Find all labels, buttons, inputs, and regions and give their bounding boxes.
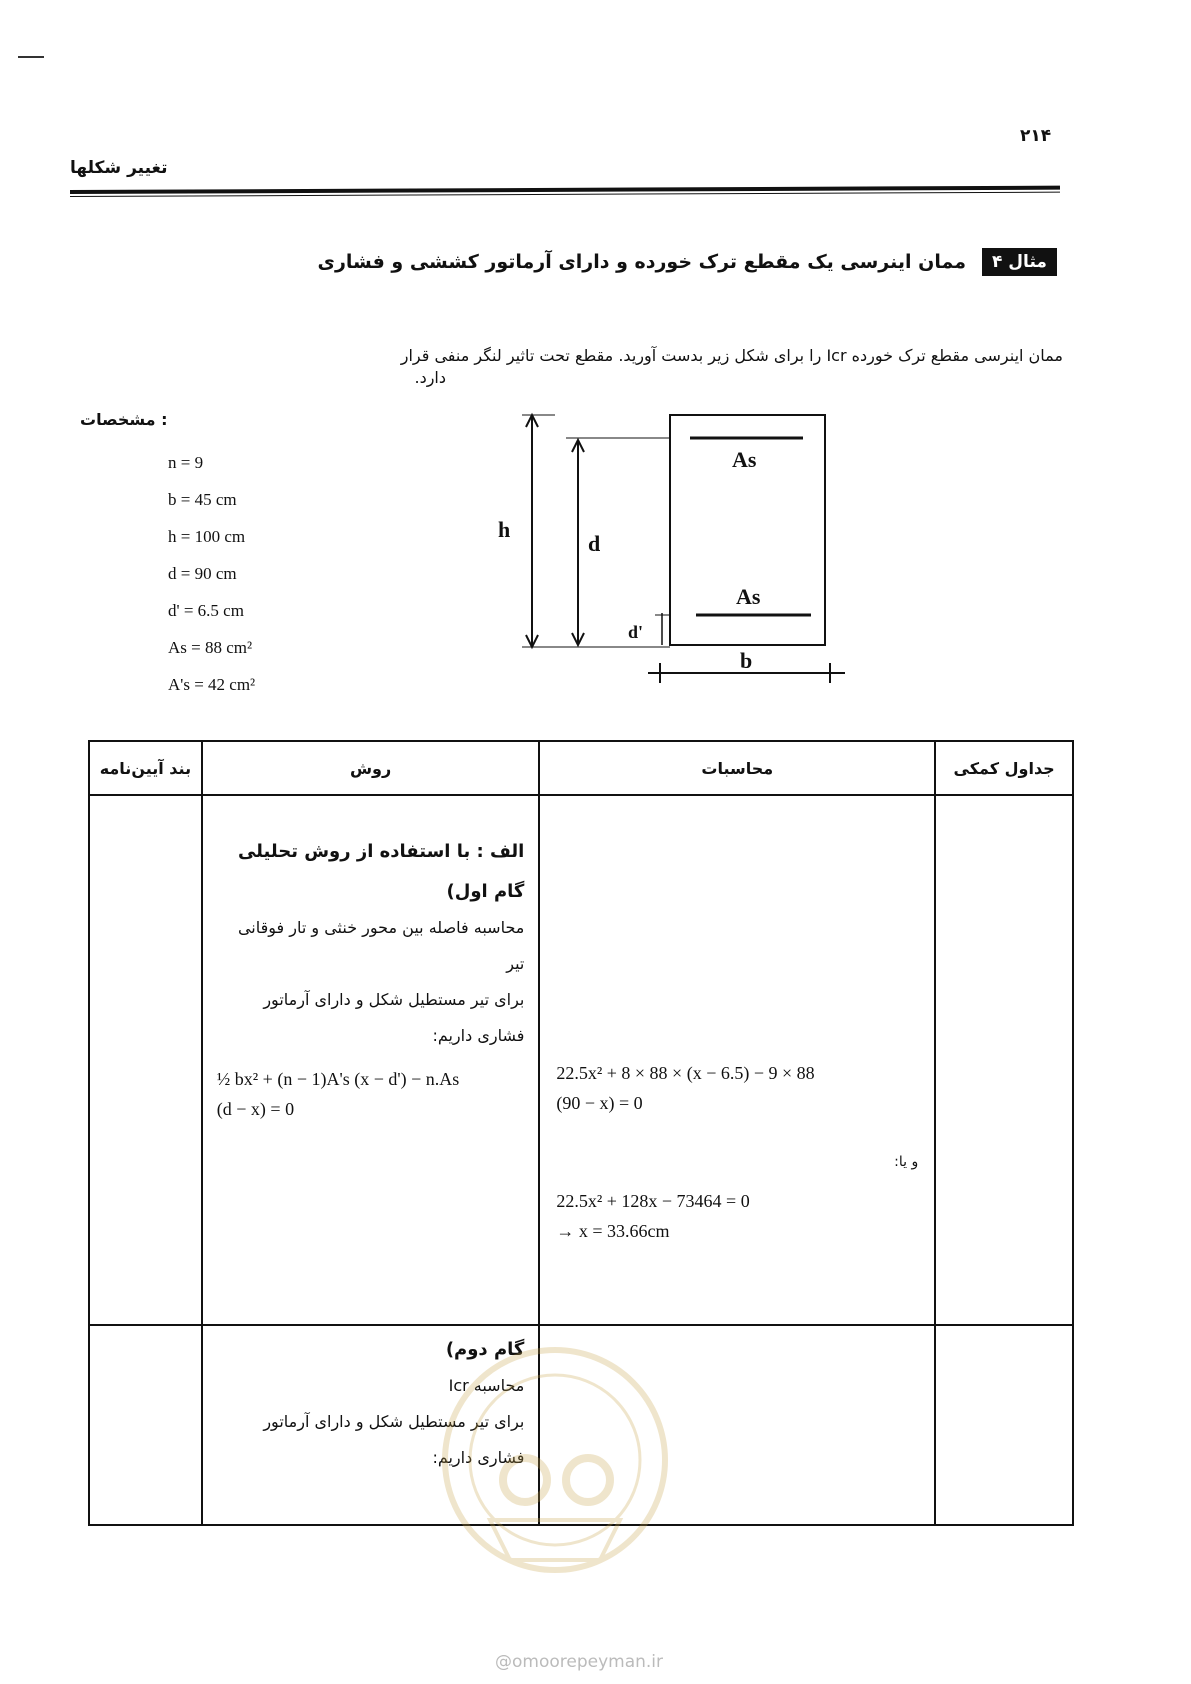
- label-dprime: d': [628, 622, 644, 642]
- code-clause-cell: [89, 795, 202, 1325]
- intro-text-line2: دارد.: [414, 368, 446, 387]
- aux-tables-cell: [935, 795, 1073, 1325]
- page-number: ۲۱۴: [1020, 126, 1052, 146]
- example-label: مثال ۴: [982, 248, 1057, 276]
- table-header-row: [89, 741, 1073, 795]
- example-title: ممان اینرسی یک مقطع ترک خورده و دارای آرماتور کششی و فشاری: [317, 251, 966, 273]
- spec-n: n = 9: [168, 453, 204, 472]
- method-cell: [202, 795, 540, 1325]
- header-calculations: محاسبات: [539, 741, 935, 795]
- method-desc-1: محاسبه Icr: [448, 1376, 525, 1395]
- calc-line-2: (90 − x) = 0: [556, 1093, 643, 1113]
- header-method: روش: [202, 741, 540, 795]
- method-desc-1: محاسبه فاصله بین محور خنثی و تار فوقانی تیر: [237, 918, 525, 973]
- spec-dprime: d' = 6.5 cm: [168, 601, 244, 620]
- method-desc-2: برای تیر مستطیل شکل و دارای آرماتور: [263, 1412, 525, 1431]
- label-b: b: [740, 648, 753, 673]
- step-title: گام دوم): [445, 1339, 525, 1360]
- corner-mark: [18, 56, 44, 58]
- header-code-clause: بند آیین‌نامه: [89, 741, 202, 795]
- method-desc-3: فشاری داریم:: [432, 1026, 525, 1045]
- calc-line-1: 22.5x² + 8 × 88 × (x − 6.5) − 9 × 88: [556, 1063, 815, 1083]
- spec-d: d = 90 cm: [168, 564, 237, 583]
- specs-title: : مشخصات: [80, 410, 168, 429]
- intro-text: ممان اینرسی مقطع ترک خورده Icr را برای شکل زیر بدست آورید. مقطع تحت تاثیر لنگر منفی قرار: [400, 346, 1063, 365]
- label-d: d: [588, 531, 601, 556]
- method-desc-3: فشاری داریم:: [432, 1448, 525, 1467]
- part-title: الف : با استفاده از روش تحلیلی: [237, 841, 525, 862]
- chapter-title: تغییر شکلها: [70, 158, 168, 178]
- spec-h: h = 100 cm: [168, 527, 246, 546]
- spec-As: As = 88 cm²: [168, 638, 253, 657]
- watermark-text: @omoorepeyman.ir: [495, 1652, 664, 1672]
- table-row: [89, 795, 1073, 1325]
- calc-line-4: → x = 33.66cm: [556, 1221, 670, 1241]
- watermark-seal: [430, 1330, 680, 1630]
- calculations-cell: [539, 795, 935, 1325]
- spec-Aprime-s: A's = 42 cm²: [168, 675, 256, 694]
- spec-b: b = 45 cm: [168, 490, 237, 509]
- specs-list: [168, 444, 255, 703]
- calc-line-3: 22.5x² + 128x − 73464 = 0: [556, 1191, 750, 1211]
- general-formula-1: ½ bx² + (n − 1)A's (x − d') − n.As: [216, 1069, 460, 1089]
- header-aux-tables: جداول کمکی: [935, 741, 1073, 795]
- label-As-bottom: As: [736, 584, 761, 609]
- aux-tables-cell: [935, 1325, 1073, 1525]
- code-clause-cell: [89, 1325, 202, 1525]
- or-text: و یا:: [894, 1154, 919, 1170]
- step-title: گام اول): [446, 881, 525, 902]
- general-formula-2: (d − x) = 0: [216, 1099, 295, 1119]
- section-diagram: [500, 405, 860, 705]
- method-desc-2: برای تیر مستطیل شکل و دارای آرماتور: [263, 990, 525, 1009]
- label-As-top: As: [732, 447, 757, 472]
- label-h: h: [498, 517, 511, 542]
